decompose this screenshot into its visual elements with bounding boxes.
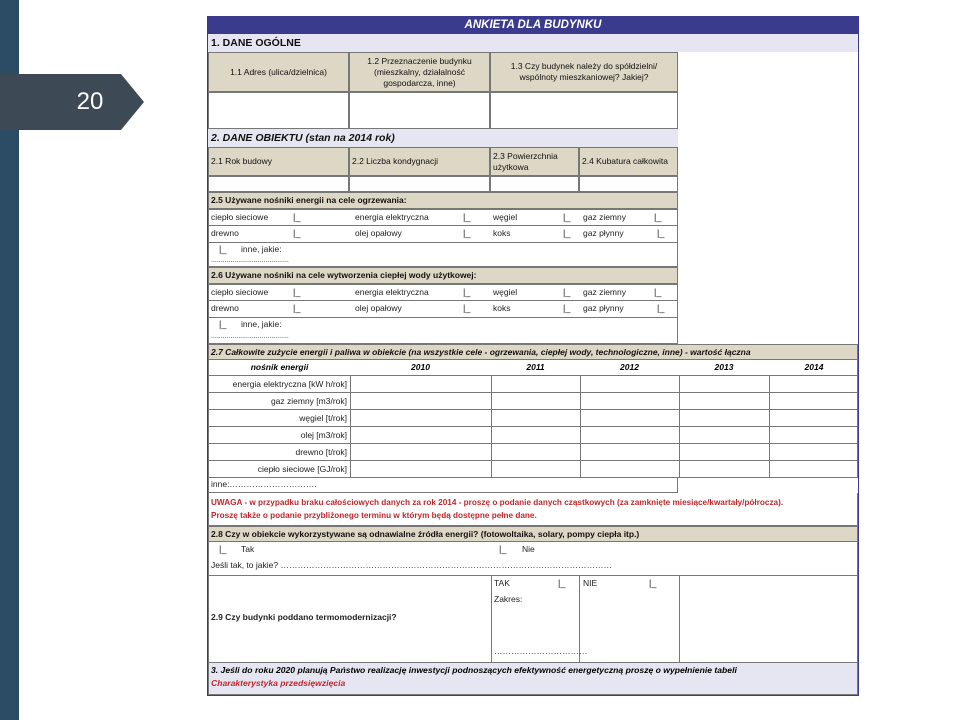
consumption-value-cell[interactable] (679, 376, 769, 392)
volume-header: 2.4 Kubatura całkowita (579, 147, 678, 176)
checkbox[interactable]: |_ (558, 578, 566, 588)
charakterystyka-link[interactable]: Charakterystyka przedsięwzięcia (211, 678, 346, 688)
consumption-value-cell[interactable] (491, 410, 580, 426)
consumption-value-cell[interactable] (491, 393, 580, 409)
thermo-question: 2.9 Czy budynki poddano termomodernizacji? (211, 612, 397, 622)
checkbox[interactable]: |_ (219, 544, 227, 554)
warning-text-1: UWAGA - w przypadku braku całościowych danych za rok 2014 - proszę o podanie danych cząstkowych (za zamknięte miesiące/kwartały/półrocza). (211, 498, 784, 507)
consumption-value-cell[interactable] (491, 461, 580, 477)
consumption-value-cell[interactable] (350, 427, 491, 443)
checkbox[interactable]: |_ (654, 287, 662, 297)
consumption-value-cell[interactable] (769, 393, 859, 409)
checkbox[interactable]: |_ (219, 319, 227, 329)
consumption-value-cell[interactable] (580, 393, 679, 409)
checkbox[interactable]: |_ (463, 212, 471, 222)
consumption-row-label: gaz ziemny [m3/rok] (270, 396, 347, 406)
checkbox[interactable]: |_ (657, 303, 665, 313)
heating-carriers-title: 2.5 Używane nośniki energii na cele ogrzewania: (208, 192, 678, 209)
warning-box (208, 493, 858, 526)
hot-water-carriers-title: 2.6 Używane nośniki na cele wytworzenia ciepłej wody użytkowej: (208, 267, 678, 284)
heating-row-2: drewno |_ olej opałowy |_ koks |_ gaz płynny |_ (208, 226, 678, 243)
section-3-text: 3. Jeśli do roku 2020 planują Państwo realizację inwestycji podnoszących efektywność energetyczną proszę o wypełnienie tabeli (211, 665, 737, 675)
consumption-value-cell[interactable] (580, 376, 679, 392)
consumption-value-cell[interactable] (580, 461, 679, 477)
checkbox[interactable]: |_ (219, 244, 227, 254)
survey-form (207, 16, 859, 696)
checkbox[interactable]: |_ (563, 303, 571, 313)
cooperative-field[interactable] (490, 92, 678, 129)
consumption-value-cell[interactable] (679, 393, 769, 409)
heating-other-row: |_ inne, jakie: ........................................ (208, 243, 678, 267)
section-1-title: 1. DANE OGÓLNE (208, 34, 858, 52)
consumption-value-cell[interactable] (769, 461, 859, 477)
consumption-row-label: olej [m3/rok] (300, 430, 347, 440)
build-year-header: 2.1 Rok budowy (208, 147, 349, 176)
consumption-row (208, 461, 858, 478)
checkbox[interactable]: |_ (293, 212, 301, 222)
renewables-title: 2.8 Czy w obiekcie wykorzystywane są odnawialne źródła energii? (fotowoltaika, solary, pompy ciepła itp.) (208, 526, 858, 542)
divider (679, 576, 680, 662)
consumption-row-label: ciepło sieciowe [GJ/rok] (257, 464, 347, 474)
consumption-value-cell[interactable] (769, 444, 859, 460)
building-purpose-field[interactable] (349, 92, 490, 129)
consumption-value-cell[interactable] (580, 444, 679, 460)
consumption-row (208, 427, 858, 444)
thermo-modernization-block: 2.9 Czy budynki poddano termomodernizacji? TAK |_ Zakres: …………………………… NIE |_ (208, 576, 858, 663)
consumption-value-cell[interactable] (769, 376, 859, 392)
consumption-value-cell[interactable] (491, 376, 580, 392)
water-row-1: ciepło sieciowe |_ energia elektryczna |_ węgiel |_ gaz ziemny |_ (208, 284, 678, 301)
checkbox[interactable]: |_ (654, 212, 662, 222)
checkbox[interactable]: |_ (293, 303, 301, 313)
consumption-value-cell[interactable] (769, 410, 859, 426)
checkbox[interactable]: |_ (563, 287, 571, 297)
checkbox[interactable]: |_ (463, 228, 471, 238)
consumption-value-cell[interactable] (580, 410, 679, 426)
checkbox[interactable]: |_ (463, 303, 471, 313)
consumption-row (208, 393, 858, 410)
consumption-other-row: inne:…………………………. (208, 478, 678, 493)
checkbox[interactable]: |_ (649, 578, 657, 588)
consumption-table-header: nośnik energii 2010 2011 2012 2013 2014 (208, 360, 858, 376)
checkbox[interactable]: |_ (657, 228, 665, 238)
water-other-row: |_ inne, jakie: ........................................ (208, 318, 678, 344)
consumption-value-cell[interactable] (350, 376, 491, 392)
consumption-row (208, 444, 858, 461)
form-title: ANKIETA DLA BUDYNKU (208, 17, 858, 34)
storeys-field[interactable] (349, 176, 490, 192)
consumption-value-cell[interactable] (679, 444, 769, 460)
checkbox[interactable]: |_ (293, 228, 301, 238)
usable-area-header: 2.3 Powierzchnia użytkowa (490, 147, 579, 176)
checkbox[interactable]: |_ (499, 544, 507, 554)
building-purpose-header: 1.2 Przeznaczenie budynku (mieszkalny, działalność gospodarcza, inne) (349, 52, 490, 92)
consumption-value-cell[interactable] (679, 410, 769, 426)
consumption-row (208, 410, 858, 427)
energy-consumption-title: 2.7 Całkowite zużycie energii i paliwa w obiekcie (na wszystkie cele - ogrzewania, ciepłej wody, technologiczne, inne) - wartość łączna (208, 344, 858, 360)
consumption-value-cell[interactable] (350, 393, 491, 409)
section-2-title: 2. DANE OBIEKTU (stan na 2014 rok) (208, 129, 678, 147)
address-header: 1.1 Adres (ulica/dzielnica) (208, 52, 349, 92)
consumption-value-cell[interactable] (580, 427, 679, 443)
consumption-value-cell[interactable] (679, 427, 769, 443)
renewables-row: |_ Tak |_ Nie Jeśli tak, to jakie? ……………………………………………………………………………………………………… (208, 542, 858, 576)
consumption-value-cell[interactable] (350, 410, 491, 426)
water-row-2: drewno |_ olej opałowy |_ koks |_ gaz płynny |_ (208, 301, 678, 318)
consumption-row-label: drewno [t/rok] (295, 447, 347, 457)
consumption-value-cell[interactable] (679, 461, 769, 477)
checkbox[interactable]: |_ (293, 287, 301, 297)
checkbox[interactable]: |_ (563, 228, 571, 238)
thermo-yes-cell: TAK |_ Zakres: …………………………… (491, 576, 580, 662)
consumption-row (208, 376, 858, 393)
slide-number: 20 (76, 88, 104, 115)
build-year-field[interactable] (208, 176, 349, 192)
consumption-value-cell[interactable] (491, 427, 580, 443)
section-3 (208, 663, 858, 695)
heating-row-1: ciepło sieciowe |_ energia elektryczna |_ węgiel |_ gaz ziemny |_ (208, 209, 678, 226)
warning-text-2: Proszę także o podanie przybliżonego terminu w którym będą dostępne pełne dane. (211, 511, 537, 520)
checkbox[interactable]: |_ (463, 287, 471, 297)
consumption-value-cell[interactable] (769, 427, 859, 443)
cooperative-header: 1.3 Czy budynek należy do spółdzielni/ wspólnoty mieszkaniowej? Jakiej? (490, 52, 678, 92)
consumption-value-cell[interactable] (350, 444, 491, 460)
address-field[interactable] (208, 92, 349, 129)
checkbox[interactable]: |_ (563, 212, 571, 222)
consumption-value-cell[interactable] (350, 461, 491, 477)
consumption-row-label: energia elektryczna [kW h/rok] (232, 379, 347, 389)
consumption-value-cell[interactable] (491, 444, 580, 460)
storeys-header: 2.2 Liczba kondygnacji (349, 147, 490, 176)
consumption-row-label: węgiel [t/rok] (299, 413, 347, 423)
volume-field[interactable] (579, 176, 678, 192)
usable-area-field[interactable] (490, 176, 579, 192)
